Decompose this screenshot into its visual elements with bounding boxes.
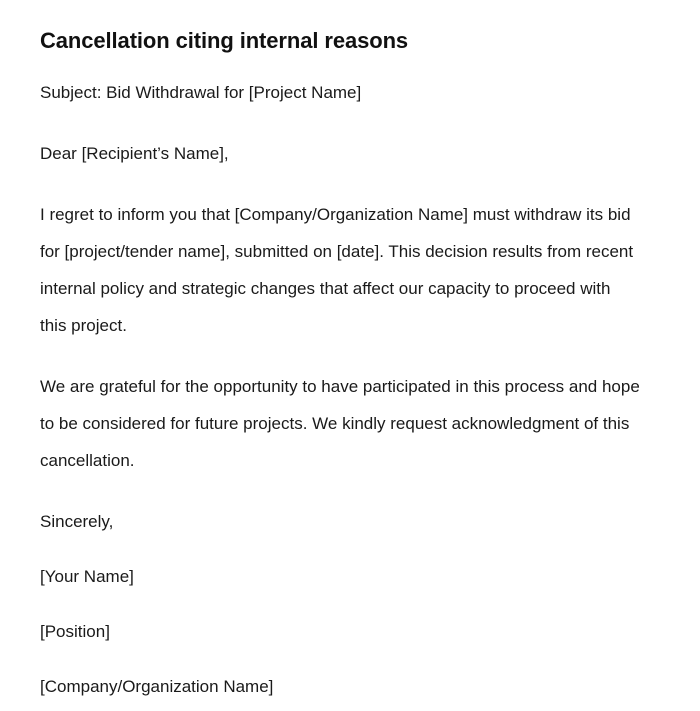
signature-company: [Company/Organization Name] <box>40 677 274 696</box>
page-title: Cancellation citing internal reasons <box>40 28 409 53</box>
paragraph-body-1: I regret to inform you that [Company/Organization Name] must withdraw its bid for [project/tender name], submitted on [date]. This decision results from recent internal policy and strategic changes that affect our capacity to proceed with this project. <box>40 205 634 335</box>
paragraph-closing: Sincerely, <box>40 512 114 531</box>
paragraph-salutation: Dear [Recipient’s Name], <box>40 144 229 163</box>
paragraph-subject: Subject: Bid Withdrawal for [Project Name] <box>40 83 362 102</box>
signature-name: [Your Name] <box>40 567 134 586</box>
paragraph-body-2: We are grateful for the opportunity to have participated in this process and hope to be considered for future projects. We kindly request acknowledgment of this cancellation. <box>40 377 640 470</box>
signature-position: [Position] <box>40 622 110 641</box>
